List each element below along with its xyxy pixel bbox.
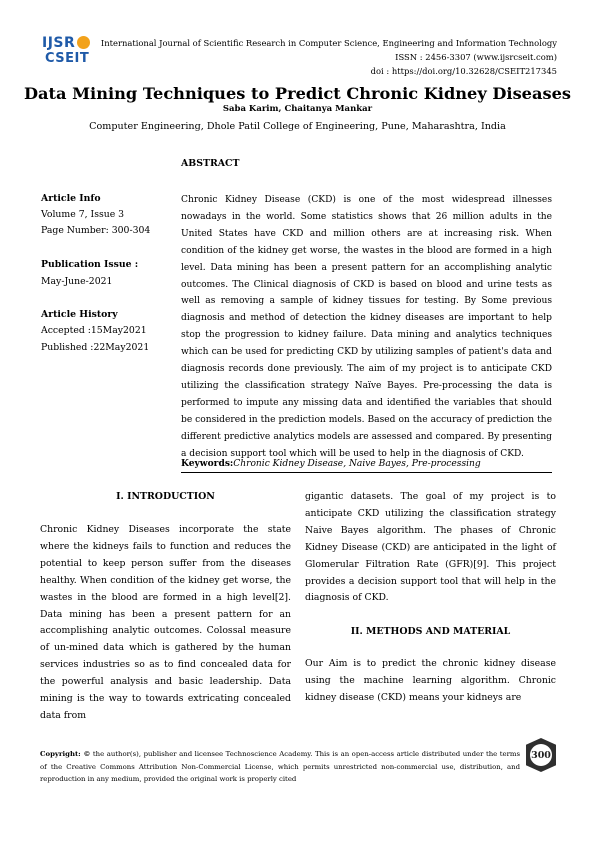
published-date: Published :22May2021: [41, 342, 150, 353]
logo-text-bottom: CSEIT: [45, 51, 90, 66]
introduction-text: Chronic Kidney Diseases incorporate the state where the kidneys fails to function and reduces the potential to keep person suffer from the diseases healthy. When condition of the kidney get worse, the wastes in the blood are formed in a high level[2]. Data mining has been a present pattern for an accomplishing analytic outcomes. Colossal measure of un-mined data which is gathered by the human services industries so as to find concealed data for the powerful analysis and basic leadership. Data mining is the way to towards extricating concealed data from: [40, 524, 291, 721]
journal-name: International Journal of Scientific Research in Computer Science, Engineering and Information Technology: [100, 38, 557, 48]
history-heading: Article History: [41, 309, 118, 320]
page-number: [526, 738, 556, 772]
issn: ISSN : 2456-3307 (www.ijsrcseit.com): [395, 52, 557, 62]
publication-issue: May-June-2021: [41, 276, 113, 287]
doi-link[interactable]: doi : https://doi.org/10.32628/CSEIT217345: [370, 66, 557, 76]
copyright-label: Copyright: ©: [40, 750, 91, 758]
copyright-text: the author(s), publisher and licensee Technoscience Academy. This is an open-access article distributed under the terms of the Creative Commons Attribution Non-Commercial License, which permits unrestricted non-commercial use, distribution, and reproduction in any medium, provided the original work is properly cited: [40, 750, 520, 783]
authors: Saba Karim, Chaitanya Mankar: [222, 104, 373, 114]
accepted-date: Accepted :15May2021: [41, 325, 147, 336]
abstract-heading: ABSTRACT: [181, 158, 240, 169]
abstract-text: Chronic Kidney Disease (CKD) is one of the most widespread illnesses nowadays in the world. Some statistics shows that 26 million adults in the United States have CKD and million others are at increasing risk. When condition of the kidney get worse, the wastes in the blood are formed in a high level. Data mining has been a present pattern for an accomplishing analytic outcomes. The Clinical diagnosis of CKD is based on blood and urine tests as well as removing a sample of kidney tissues for testing. By Some previous diagnosis and method of detection the kidney diseases are important to help stop the progression to kidney failure. Data mining and analytics techniques which can be used for predicting CKD by utilizing samples of patient's data and diagnosis records done previously. The aim of my project is to anticipate CKD utilizing the classification strategy Naïve Bayes. Pre-processing the data is performed to impute any missing data and identified the variables that should be considered in the prediction models. Based on the accuracy of prediction the different predictive analytics models are assessed and compared. By presenting a decision support tool which will be used to help in the diagnosis of CKD.: [181, 195, 552, 459]
keywords-label: Keywords:: [181, 458, 234, 469]
gear-icon: [77, 36, 90, 49]
methods-text: Our Aim is to predict the chronic kidney disease using the machine learning algorithm. Chronic kidney disease (CKD) means your kidneys are: [305, 658, 556, 703]
article-info-heading: Article Info: [41, 193, 101, 204]
page-range: Page Number: 300-304: [41, 225, 151, 236]
page-number-text: 300: [530, 744, 552, 766]
volume: Volume 7, Issue 3: [41, 209, 125, 220]
logo-text-top: IJSR: [42, 35, 76, 51]
introduction-text-cont: gigantic datasets. The goal of my project is to anticipate CKD utilizing the classification strategy Naive Bayes algorithm. The phases of Chronic Kidney Disease (CKD) are anticipated in the light of Glomerular Filtration Rate (GFR)[9]. This project provides a decision support tool that will help in the diagnosis of CKD.: [305, 491, 556, 604]
divider: [181, 472, 552, 473]
keywords: [181, 458, 481, 469]
publication-heading: Publication Issue :: [41, 259, 139, 270]
keywords-text: Chronic Kidney Disease, Naive Bayes, Pre-processing: [233, 459, 481, 469]
section-heading-introduction: I. INTRODUCTION: [116, 491, 215, 502]
copyright-notice: [40, 748, 520, 786]
paper-title: Data Mining Techniques to Predict Chronic Kidney Diseases: [24, 84, 571, 103]
affiliation: Computer Engineering, Dhole Patil College of Engineering, Pune, Maharashtra, India: [89, 121, 506, 132]
section-heading-methods: II. METHODS AND MATERIAL: [350, 626, 511, 637]
journal-logo: [40, 35, 98, 69]
